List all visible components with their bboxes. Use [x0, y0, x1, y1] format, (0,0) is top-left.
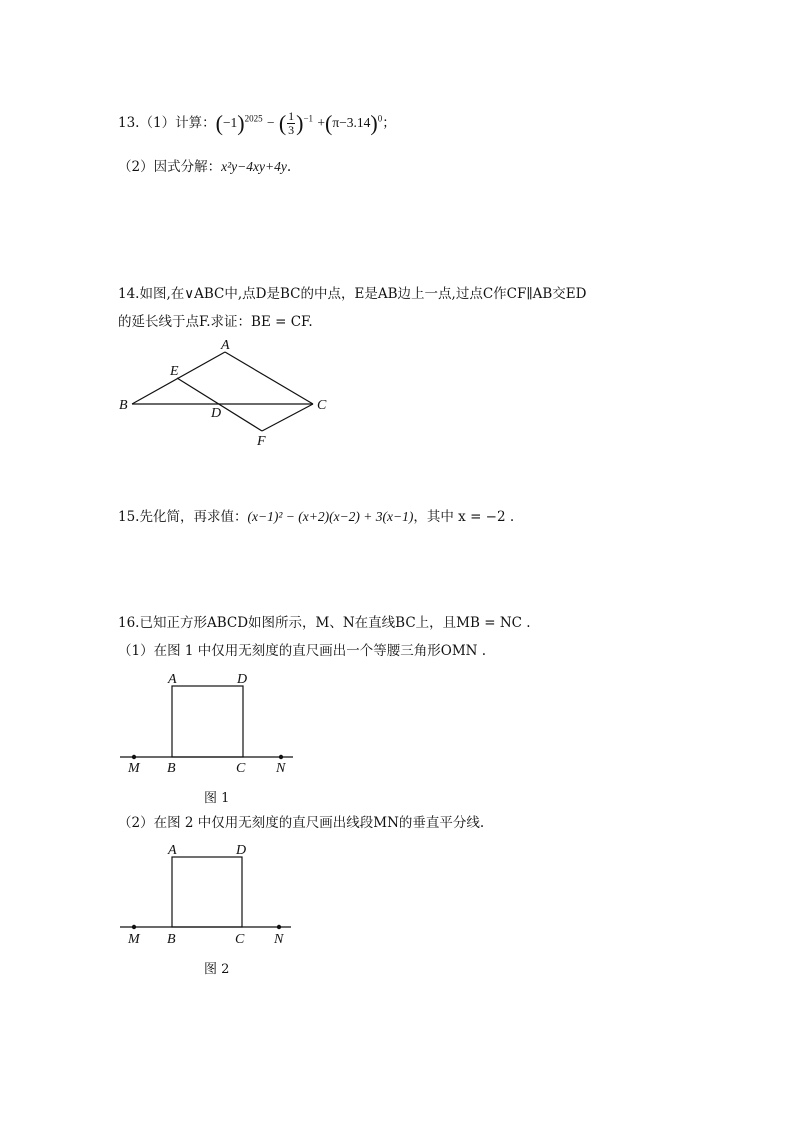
q13-part2-expression: x²y−4xy+4y: [221, 159, 287, 174]
square-abcd: [172, 686, 243, 757]
q13-base3: π−3.14: [332, 115, 371, 130]
q13-part2: [118, 158, 291, 176]
q16-figure1: [115, 668, 300, 780]
q13-part1: 13.（1）计算：$(-1)^{2025}$ − ( $\frac{1}{3}$ )$^{-1} +(\pi-3.14)^0$；: [118, 109, 396, 137]
q13-fraction: $\frac{1}{3}$: [288, 109, 295, 137]
label-a: A: [168, 672, 177, 687]
label-a: A: [168, 843, 177, 858]
q13-exp2: −1: [303, 113, 314, 124]
label-d: D: [211, 406, 222, 421]
label-b: B: [167, 932, 176, 947]
q13-base1: −1: [222, 115, 238, 130]
q16-figure2: [115, 839, 300, 951]
segment-cf: [262, 404, 313, 431]
q13-part1-prefix: （1）计算：: [139, 115, 216, 131]
point-m: [132, 925, 136, 929]
q14-figure: [110, 335, 350, 450]
q16-part1: （1）在图 1 中仅用无刻度的直尺画出一个等腰三角形OMN .: [118, 643, 487, 659]
q15-prefix: 15.先化简，再求值：: [118, 509, 248, 525]
label-n: N: [274, 932, 284, 947]
q13-tail: ；: [382, 115, 396, 131]
label-f: F: [257, 434, 266, 449]
point-n: [279, 755, 283, 759]
q13-part2-prefix: （2）因式分解：: [118, 159, 222, 175]
label-m: M: [128, 761, 140, 776]
figure1-caption: 图 1: [204, 791, 230, 806]
q15-expression: (x−1)² − (x+2)(x−2) + 3(x−1): [247, 509, 414, 524]
label-n: N: [276, 761, 286, 776]
segment-ac: [225, 352, 313, 404]
q16-part2: （2）在图 2 中仅用无刻度的直尺画出线段MN的垂直平分线.: [118, 815, 485, 831]
q13-part2-tail: .: [286, 159, 292, 175]
q14-line2: 的延长线于点F.求证：BE = CF.: [118, 314, 313, 330]
q14-line1: 14.如图,在∨ABC中,点D是BC的中点，E是AB边上一点,过点C作CF∥AB交ED: [118, 286, 587, 302]
label-d: D: [236, 843, 247, 858]
q13-plus: +: [317, 115, 325, 130]
q16-line1: 16.已知正方形ABCD如图所示，M、N在直线BC上，且MB = NC .: [118, 615, 531, 631]
point-m: [132, 755, 136, 759]
q13-exp3: 0: [377, 113, 383, 124]
q13-minus: −: [266, 115, 275, 130]
label-b: B: [167, 761, 176, 776]
label-m: M: [128, 932, 140, 947]
q13-exp1: 2025: [244, 113, 263, 124]
label-d: D: [237, 672, 248, 687]
q13-number: 13.: [118, 115, 140, 131]
point-n: [277, 925, 281, 929]
label-c: C: [236, 761, 246, 776]
label-c: C: [317, 398, 327, 413]
label-e: E: [170, 364, 179, 379]
label-a: A: [221, 338, 230, 353]
q15-suffix: ，其中 x = −2 .: [413, 509, 515, 525]
square-abcd: [172, 857, 242, 927]
label-b: B: [119, 398, 128, 413]
q15: [118, 508, 514, 526]
label-c: C: [235, 932, 245, 947]
figure2-caption: 图 2: [204, 962, 230, 977]
